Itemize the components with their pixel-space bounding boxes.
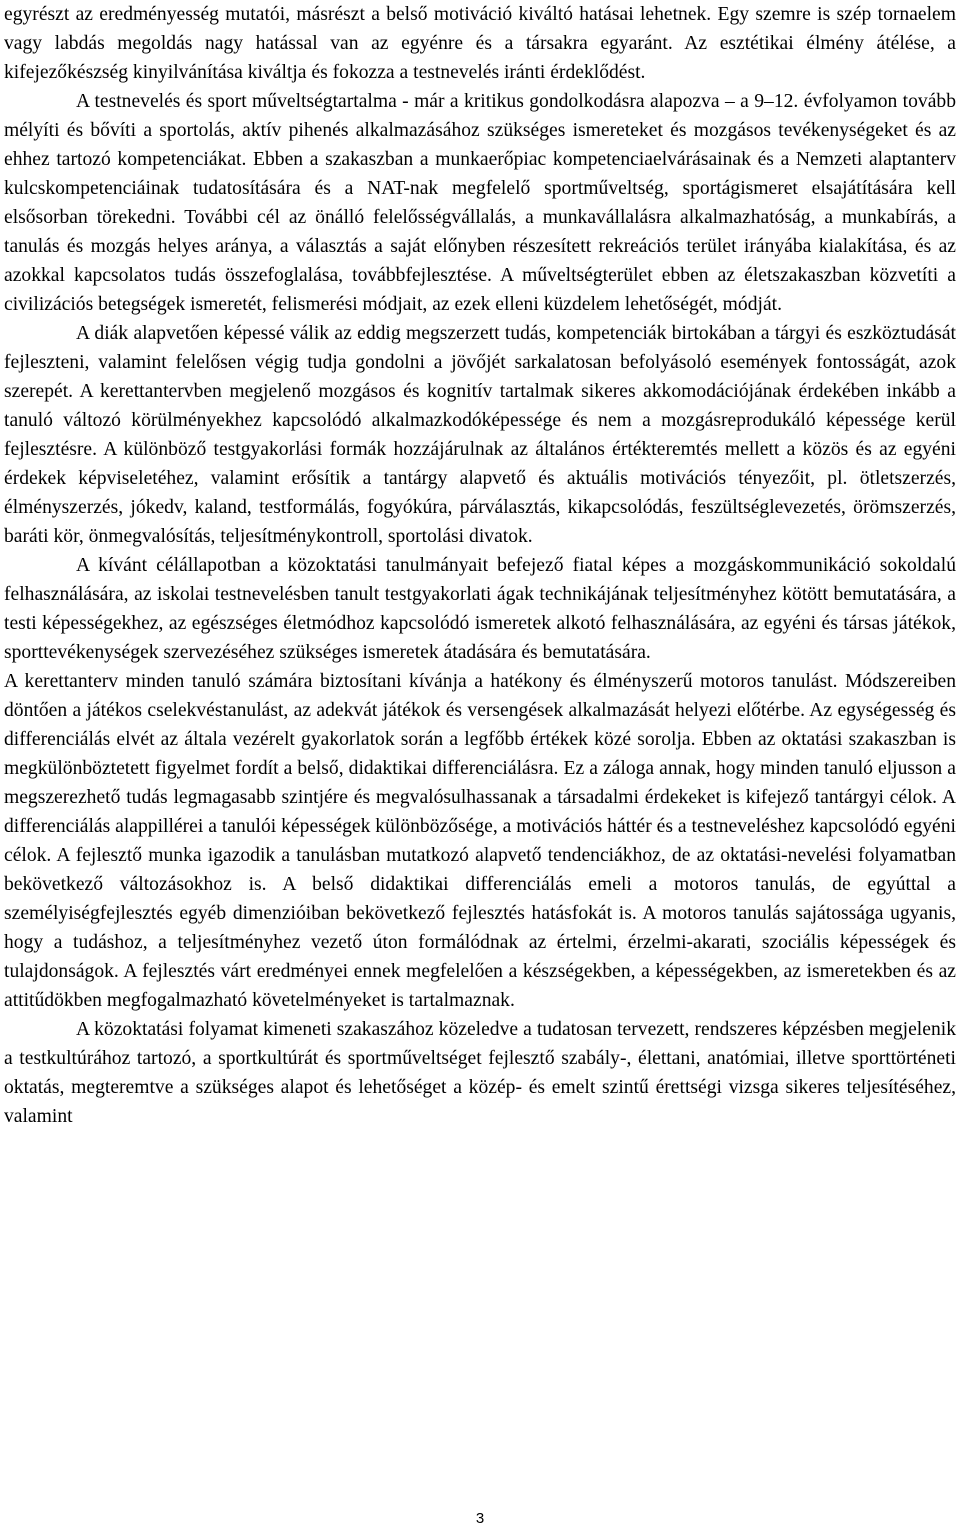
paragraph: A diák alapvetően képessé válik az eddig megszerzett tudás, kompetenciák birtokában a tárgyi és eszköztudását fejleszteni, valamint felelősen végig tudja gondolni a jövőjét sarkalatosan befolyásoló események fontosságát, azok szerepét. A kerettantervben megjelenő mozgásos és kognitív tartalmak sikeres akkomodációjának érdekében inkább a tanuló változó körülményekhez kapcsolódó alkalmazkodóképessége és nem a mozgásreprodukáló képessége kerül fejlesztésre. A különböző testgyakorlási formák hozzájárulnak az általános értékteremtés mellett a közös és az egyéni érdekek képviseletéhez, valamint erősítik a tantárgy alapvető és aktuális motivációs tényezőit, pl. ötletszerzés, élményszerzés, jókedv, kaland, testformálás, fogyókúra, párválasztás, kikapcsolódás, feszültséglevezetés, örömszerzés, baráti kör, önmegvalósítás, teljesítménykontroll, sportolási divatok.	[4, 323, 956, 547]
document-body	[4, 0, 956, 1131]
paragraph: A kívánt célállapotban a közoktatási tanulmányait befejező fiatal képes a mozgáskommunikáció sokoldalú felhasználására, az iskolai testnevelésben tanult testgyakorlati ágak technikájának teljesítményhez kötött bemutatására, a testi képességekhez, az egészséges életmódhoz kapcsolódó ismeretek alkotó felhasználására, az egyéni és társas játékok, sporttevékenységek szervezéséhez szükséges ismeretek átadására és bemutatására.	[4, 555, 956, 663]
page-number: 3	[475, 1510, 485, 1527]
paragraph: egyrészt az eredményesség mutatói, másrészt a belső motiváció kiváltó hatásai lehetnek. Egy szemre is szép tornaelem vagy labdás megoldás nagy hatással van az egyénre és a társakra egyaránt. Az esztétikai élmény átélése, a kifejezőkészség kinyilvánítása kiváltja és fokozza a testnevelés iránti érdeklődést.	[4, 4, 956, 83]
paragraph: A testnevelés és sport műveltségtartalma - már a kritikus gondolkodásra alapozva – a 9–12. évfolyamon tovább mélyíti és bővíti a sportolás, aktív pihenés alkalmazásához szükséges ismereteket és mozgásos tevékenységeket és az ehhez tartozó kompetenciákat. Ebben a szakaszban a munkaerőpiac kompetenciaelvárásainak és a Nemzeti alaptanterv kulcskompetenciáinak tudatosítására és a NAT-nak megfelelő sportműveltség, sportágismeret elsajátítására kell elsősorban törekedni. További cél az önálló felelősségvállalás, a munkavállalásra alkalmazhatóság, a munkabírás, a tanulás és mozgás helyes aránya, a választás a saját előnyben részesített rekreációs terület irányába kialakítása, és az azokkal kapcsolatos tudás összefoglalása, továbbfejlesztése. A műveltségterület ebben az életszakaszban közvetíti a civilizációs betegségek ismeretét, felismerési módjait, az ezek elleni küzdelem lehetőségét, módját.	[4, 91, 956, 315]
paragraph: A közoktatási folyamat kimeneti szakaszához közeledve a tudatosan tervezett, rendszeres képzésben megjelenik a testkultúrához tartozó, a sportkultúrát és sportműveltséget fejlesztő szabály-, élettani, anatómiai, illetve sporttörténeti oktatás, megteremtve a szükséges alapot és lehetőséget a közép- és emelt szintű érettségi vizsga sikeres teljesítéséhez, valamint	[4, 1019, 956, 1127]
paragraph: A kerettanterv minden tanuló számára biztosítani kívánja a hatékony és élményszerű motoros tanulást. Módszereiben döntően a játékos cselekvéstanulást, az adekvát játékok és versengések alkalmazását helyezi előtérbe. Az egységesség és differenciálás elvét az általa vezérelt gyakorlatok során a legfőbb értékek közé sorolja. Ebben az oktatási szakaszban is megkülönböztetett figyelmet fordít a belső, didaktikai differenciálásra. Ez a záloga annak, hogy minden tanuló eljusson a megszerezhető tudás legmagasabb szintjére és megvalósulhassanak a társadalmi érdekeket is kifejező tantárgyi célok. A differenciálás alappillérei a tanulói képességek különbözősége, a motivációs háttér és a testneveléshez kapcsolódó egyéni célok. A fejlesztő munka igazodik a tanulásban mutatkozó alapvető tendenciákhoz, de az oktatási-nevelési folyamatban bekövetkező változásokhoz is. A belső didaktikai differenciálás emeli a motoros tanulás, de egyúttal a személyiségfejlesztés egyéb dimenzióiban bekövetkező fejlesztés hatásfokát is. A motoros tanulás sajátossága ugyanis, hogy a tudáshoz, a teljesítményhez vezető úton formálódnak az értelmi, érzelmi-akarati, szociális képességek és tulajdonságok. A fejlesztés várt eredményei ennek megfelelően a készségekben, a képességekben, az ismeretekben és az attitűdökben megfogalmazható követelményeket is tartalmaznak.	[4, 671, 956, 1011]
